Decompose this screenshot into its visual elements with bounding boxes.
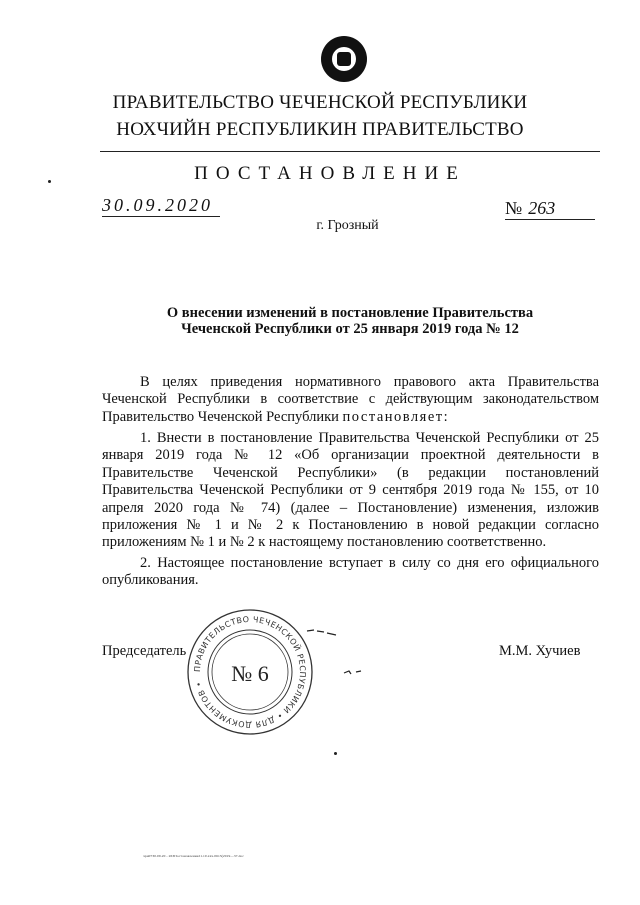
item-1-text: 1. Внести в постановление Правительства Чеченской Республики от 25 января 2019 года № 12 «Об организации проектной деятельности в Правительстве Чеченской Республики» (в редакции постановлений Правительства Чеченской Республики от 9 сентября 2019 года № 155, от 10 апреля 2020 года № 74) (далее – Постановление) изменения, изложив приложения № 1 и № 2 к Постановлению в новой редакции согласно приложениям № 1 и № 2 к настоящему постановлению соответственно.: [102, 430, 599, 551]
scan-speck: [48, 180, 51, 183]
document-type: ПОСТАНОВЛЕНИЕ: [194, 163, 466, 184]
item-2-text: 2. Настоящее постановление вступает в силу со дня его официального опубликования.: [102, 555, 599, 589]
signatory-name: М.М. Хучиев: [499, 643, 581, 659]
title-line-2: Чеченской Республики от 25 января 2019 года № 12: [181, 321, 519, 337]
document-title: [100, 305, 600, 337]
signature-stroke: [306, 628, 338, 636]
document-number: [505, 198, 595, 220]
document-city: г. Грозный: [316, 218, 379, 233]
preamble-text: В целях приведения нормативного правового акта Правительства Чеченской Республики в соответствие с действующим законодательством Правительство Чеченской Республики: [102, 374, 599, 425]
document-date: 30.09.2020: [102, 195, 220, 217]
government-name-ru: ПРАВИТЕЛЬСТВО ЧЕЧЕНСКОЙ РЕСПУБЛИКИ: [112, 92, 528, 113]
signature-stroke-2: [343, 668, 363, 676]
item-2-paragraph: [102, 555, 599, 590]
coat-of-arms-icon: [321, 36, 367, 82]
item-1-paragraph: [102, 430, 599, 552]
header-divider: [100, 151, 600, 152]
preamble-verb: постановляет:: [342, 408, 450, 425]
signatory-position: Председатель: [102, 643, 187, 659]
government-name-ce: НОХЧИЙН РЕСПУБЛИКИН ПРАВИТЕЛЬСТВО: [116, 119, 524, 140]
number-value: 263: [528, 198, 556, 218]
title-line-1: О внесении изменений в постановление Правительства: [166, 305, 534, 321]
scan-speck: [334, 752, 337, 755]
seal-number: № 6: [231, 661, 269, 686]
seal-ring-text: ПРАВИТЕЛЬСТВО ЧЕЧЕНСКОЙ РЕСПУБЛИКИ • ДЛЯ ДОКУМЕНТОВ •: [192, 614, 308, 730]
number-prefix: №: [505, 198, 523, 218]
preamble-paragraph: [102, 374, 599, 426]
footer-file-reference: чрн0730.09.20 - 263Постановление21.10.ххх.0613(2019—37.doc: [143, 854, 244, 858]
official-seal: [185, 607, 315, 737]
